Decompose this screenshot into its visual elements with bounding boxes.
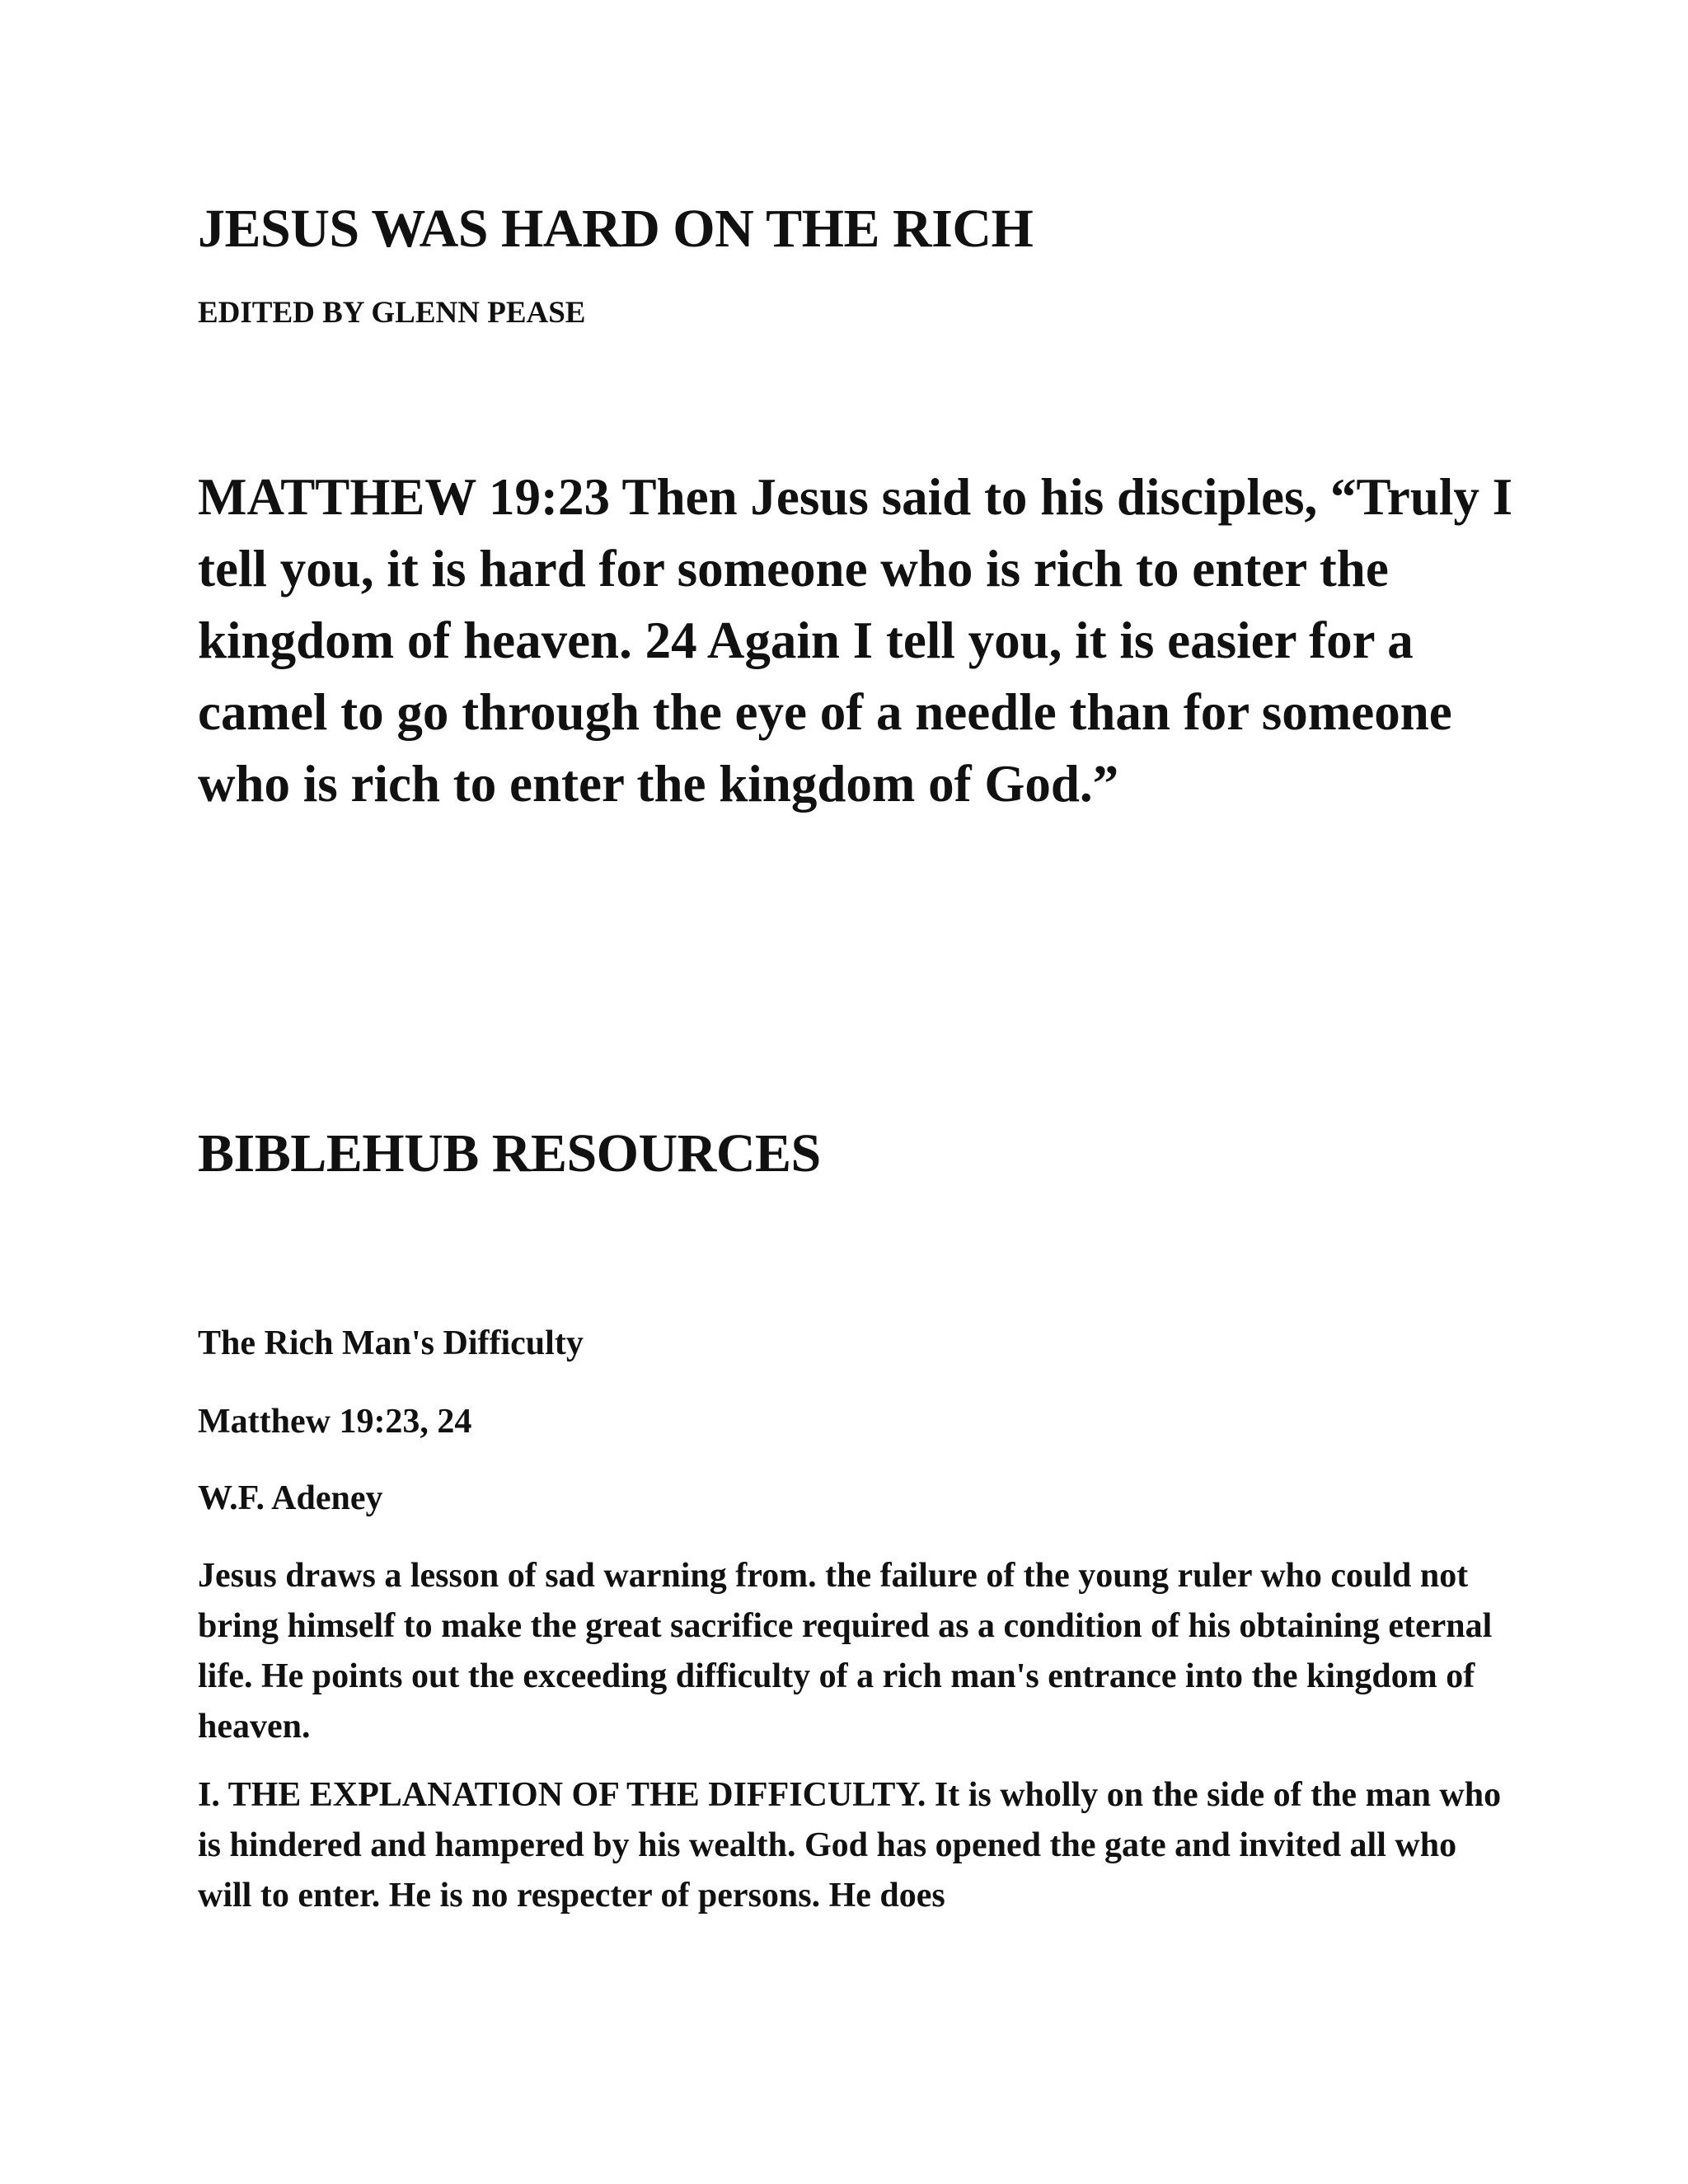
section-heading: BIBLEHUB RESOURCES [198, 1123, 821, 1183]
editor-byline: EDITED BY GLENN PEASE [198, 296, 586, 330]
document-title: JESUS WAS HARD ON THE RICH [198, 199, 1034, 259]
article-title: The Rich Man's Difficulty [198, 1324, 584, 1362]
article-paragraph: Jesus draws a lesson of sad warning from. the failure of the young ruler who could not bring himself to make the great sacrifice required as a condition of his obtaining eternal life. He points out the exceeding difficulty of a rich man's entrance into the kingdom of heaven. [198, 1557, 1493, 1746]
scripture-verse: MATTHEW 19:23 Then Jesus said to his disciples, “Truly I tell you, it is hard for someone who is rich to enter the kingdom of heaven. 24 Again I tell you, it is easier for a camel to go through the eye of a needle than for someone who is rich to enter the kingdom of God.” [198, 468, 1513, 813]
article-author: W.F. Adeney [198, 1479, 383, 1517]
article-reference: Matthew 19:23, 24 [198, 1403, 472, 1441]
article-paragraph: I. THE EXPLANATION OF THE DIFFICULTY. It is wholly on the side of the man who is hindered and hampered by his wealth. God has opened the gate and invited all who will to enter. He is no respecter of persons. He does [198, 1776, 1502, 1915]
